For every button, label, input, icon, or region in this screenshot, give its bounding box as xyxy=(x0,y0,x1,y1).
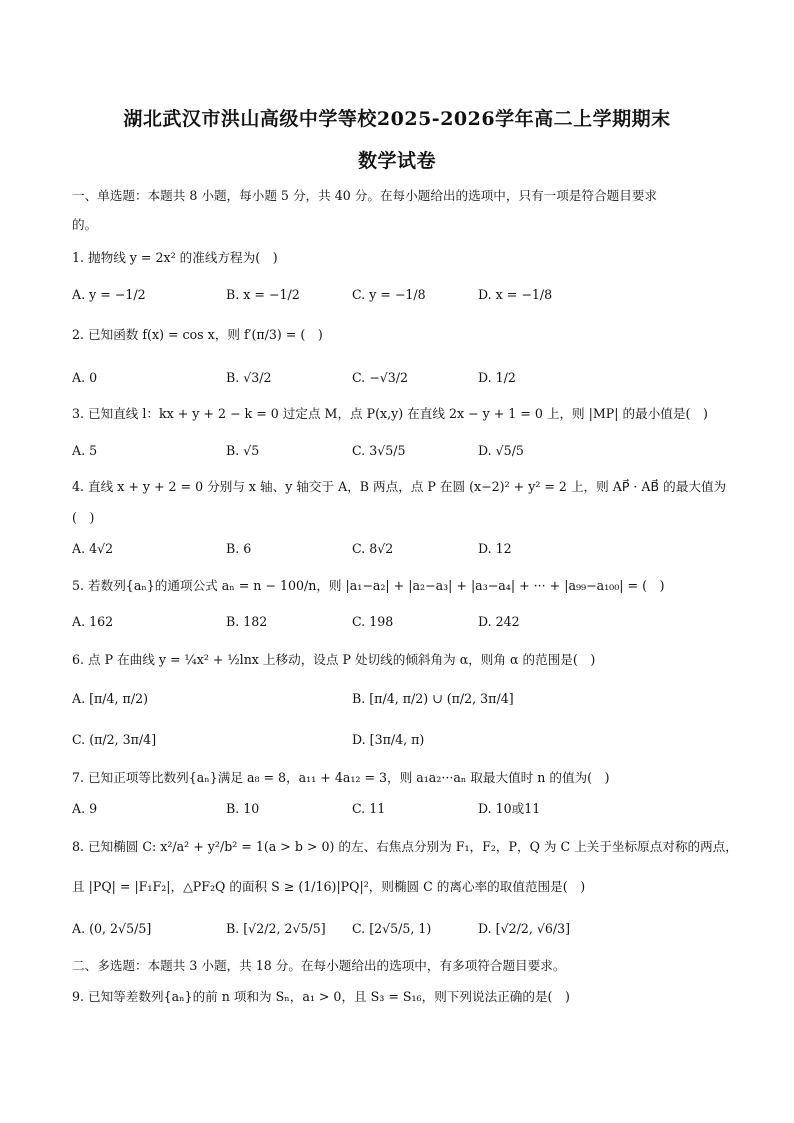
question-3-option-b: B. √5 xyxy=(226,443,260,458)
question-4-option-d: D. 12 xyxy=(478,541,512,556)
question-8-option-c: C. [2√5/5, 1) xyxy=(352,921,432,936)
section2-intro: 二、多选题：本题共 3 小题，共 18 分。在每小题给出的选项中，有多项符合题目要求。 xyxy=(72,958,566,973)
question-1-stem: 1. 抛物线 y = 2x² 的准线方程为( ) xyxy=(72,250,278,265)
question-6-stem: 6. 点 P 在曲线 y = ¼x² + ½lnx 上移动，设点 P 处切线的倾斜角为 α，则角 α 的范围是( ) xyxy=(72,652,596,667)
exam-title: 湖北武汉市洪山高级中学等校2025-2026学年高二上学期期末 xyxy=(123,108,671,130)
question-8-option-d: D. [√2/2, √6/3] xyxy=(478,921,571,936)
question-5-option-a: A. 162 xyxy=(72,614,114,629)
question-8-stem-line2: 且 |PQ| = |F₁F₂|，△PF₂Q 的面积 S ≥ (1/16)|PQ|²，则椭圆 C 的离心率的取值范围是( ) xyxy=(72,879,586,894)
question-4-stem-line2: ( ) xyxy=(72,510,95,525)
question-2-stem: 2. 已知函数 f(x) = cos x，则 f′(π/3) = ( ) xyxy=(72,327,323,342)
section1-intro-line1: 一、单选题：本题共 8 小题，每小题 5 分，共 40 分。在每小题给出的选项中，只有一项是符合题目要求 xyxy=(72,188,658,203)
question-6-option-c: C. (π/2, 3π/4] xyxy=(72,732,157,747)
question-7-option-a: A. 9 xyxy=(72,801,98,816)
question-4-option-a: A. 4√2 xyxy=(72,541,114,556)
question-7-option-d: D. 10或11 xyxy=(478,801,541,816)
question-4-option-c: C. 8√2 xyxy=(352,541,394,556)
question-1-option-b: B. x = −1/2 xyxy=(226,287,300,302)
question-8-option-b: B. [√2/2, 2√5/5] xyxy=(226,921,326,936)
section1-intro-line2: 的。 xyxy=(72,217,98,232)
question-6-option-a: A. [π/4, π/2) xyxy=(72,691,148,706)
question-3-option-d: D. √5/5 xyxy=(478,443,524,458)
question-9-stem: 9. 已知等差数列{aₙ}的前 n 项和为 Sₙ，a₁ > 0，且 S₃ = S₁₆，则下列说法正确的是( ) xyxy=(72,989,570,1004)
question-3-stem: 3. 已知直线 l：kx + y + 2 − k = 0 过定点 M，点 P(x,y) 在直线 2x − y + 1 = 0 上，则 |MP| 的最小值是( ) xyxy=(72,406,708,421)
question-7-stem: 7. 已知正项等比数列{aₙ}满足 a₈ = 8，a₁₁ + 4a₁₂ = 3，则 a₁a₂···aₙ 取最大值时 n 的值为( ) xyxy=(72,770,610,785)
question-1-option-a: A. y = −1/2 xyxy=(72,287,146,302)
question-1-option-d: D. x = −1/8 xyxy=(478,287,553,302)
question-5-stem: 5. 若数列{aₙ}的通项公式 aₙ = n − 100/n，则 |a₁−a₂| + |a₂−a₃| + |a₃−a₄| + ··· + |a₉₉−a₁₀₀| = ( ) xyxy=(72,578,665,593)
question-3-option-a: A. 5 xyxy=(72,443,98,458)
question-4-option-b: B. 6 xyxy=(226,541,252,556)
question-5-option-b: B. 182 xyxy=(226,614,268,629)
question-2-option-c: C. −√3/2 xyxy=(352,370,409,385)
question-2-option-b: B. √3/2 xyxy=(226,370,272,385)
question-3-option-c: C. 3√5/5 xyxy=(352,443,406,458)
question-5-option-d: D. 242 xyxy=(478,614,520,629)
question-2-option-d: D. 1/2 xyxy=(478,370,516,385)
question-2-option-a: A. 0 xyxy=(72,370,98,385)
question-5-option-c: C. 198 xyxy=(352,614,394,629)
question-1-option-c: C. y = −1/8 xyxy=(352,287,426,302)
question-4-stem: 4. 直线 x + y + 2 = 0 分别与 x 轴、y 轴交于 A，B 两点，点 P 在圆 (x−2)² + y² = 2 上，则 AP⃗ · AB⃗ 的最大值为 xyxy=(72,479,727,494)
question-7-option-c: C. 11 xyxy=(352,801,386,816)
question-8-option-a: A. (0, 2√5/5] xyxy=(72,921,152,936)
exam-subtitle: 数学试卷 xyxy=(357,150,436,172)
question-6-option-d: D. [3π/4, π) xyxy=(352,732,425,747)
question-7-option-b: B. 10 xyxy=(226,801,260,816)
question-6-option-b: B. [π/4, π/2) ∪ (π/2, 3π/4] xyxy=(352,691,514,706)
question-8-stem: 8. 已知椭圆 C: x²/a² + y²/b² = 1(a > b > 0) 的左、右焦点分别为 F₁，F₂，P，Q 为 C 上关于坐标原点对称的两点， xyxy=(72,839,738,854)
